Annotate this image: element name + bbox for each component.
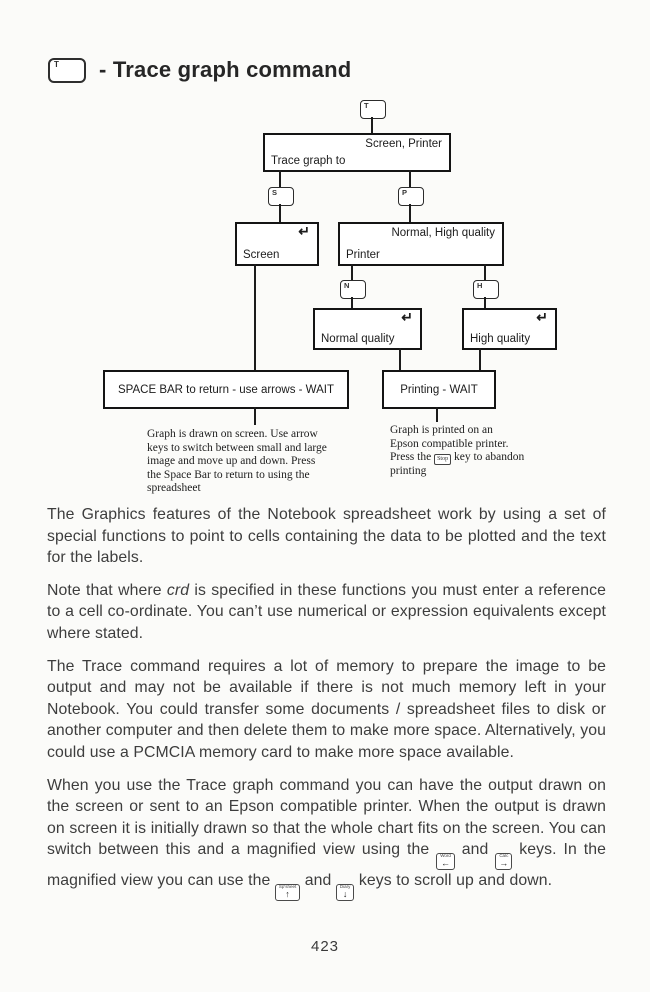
paragraph-crd-note: Note that where crd is specified in these functions you must enter a reference to a cell co-ordinate. You can’t use numerical or expression equivalents except where stated. [47, 581, 606, 642]
flow-box-screen [235, 222, 319, 266]
flow-box-printer [338, 222, 504, 266]
enter-key-icon: ↵ [401, 309, 413, 325]
spreadsheet-up-arrow-key-icon: Sp'sheet ↑ [275, 884, 300, 901]
s-key-icon: S [268, 187, 294, 206]
connector-line [254, 264, 256, 370]
flow-box-label: Trace graph to [271, 155, 346, 167]
flow-box-label: High quality [470, 333, 531, 345]
flow-box-normal-quality [313, 308, 422, 350]
stop-key-icon: Stop [434, 454, 451, 465]
flow-box-options: Screen, Printer [365, 138, 442, 150]
flow-box-high-quality [462, 308, 557, 350]
connector-line [371, 117, 373, 134]
connector-line [279, 204, 281, 222]
printer-output-caption: Graph is printed on an Epson compatible printer. Press the Stop key to abandon printing [390, 424, 525, 477]
connector-line [409, 204, 411, 222]
connector-line [351, 297, 353, 308]
connector-line [279, 170, 281, 187]
connector-line [351, 264, 353, 280]
crd-term: crd [166, 581, 190, 599]
flow-box-spacebar-wait [103, 370, 349, 409]
enter-key-icon: ↵ [536, 309, 548, 325]
flow-box-label: Normal quality [321, 333, 395, 345]
p-key-icon: P [398, 187, 424, 206]
paragraph-memory: The Trace command requires a lot of memory to prepare the image to be output and may not be available if there is not much memory left in your Notebook. You could transfer some documents / spreadsheet files to disk or another computer and then delete them to make more space. Alternatively, you could use a PCMCIA memory card to make more space available. [47, 657, 606, 761]
flow-box-trace-graph-to [263, 133, 451, 172]
flow-box-label: Printing - WAIT [400, 383, 478, 396]
word-left-arrow-key-icon: Word ← [436, 853, 455, 870]
flow-box-label: Screen [243, 249, 280, 261]
flow-box-label: SPACE BAR to return - use arrows - WAIT [118, 383, 334, 396]
t-key-icon: T [48, 58, 86, 83]
n-key-icon: N [340, 280, 366, 299]
screen-output-caption: Graph is drawn on screen. Use arrow keys to switch between small and large image and move up and down. Press the Space Bar to return to using the spreadsheet [147, 428, 327, 494]
h-key-icon: H [473, 280, 499, 299]
flow-box-options: Normal, High quality [391, 227, 495, 239]
connector-line [484, 297, 486, 308]
connector-line [479, 348, 481, 370]
connector-line [409, 170, 411, 187]
enter-key-icon: ↵ [298, 223, 310, 239]
connector-line [254, 407, 256, 425]
flow-box-printing-wait [382, 370, 496, 409]
calc-right-arrow-key-icon: Calc → [495, 853, 512, 870]
page-title: - Trace graph command [99, 57, 352, 82]
diary-down-arrow-key-icon: Diary ↓ [336, 884, 355, 901]
page-number: 423 [310, 938, 340, 955]
flow-box-label: Printer [346, 249, 380, 261]
t-key-icon: T [360, 100, 386, 119]
connector-line [484, 264, 486, 280]
paragraph-graphics-features: The Graphics features of the Notebook spreadsheet work by using a set of special functions to point to cells containing the data to be plotted and the text for the labels. [47, 506, 606, 567]
connector-line [436, 407, 438, 422]
body-text [47, 504, 606, 912]
connector-line [399, 348, 401, 370]
paragraph-output-keys: When you use the Trace graph command you can have the output drawn on the screen or sent to an Epson compatible printer. When the output is drawn on screen it is initially drawn so that the whole chart fits on the screen. You can switch between this and a magnified view using the Word ← and Calc → keys. In the magnified view you can use the Sp'sheet ↑ and Diary ↓ keys to scroll up and down. [47, 776, 606, 900]
